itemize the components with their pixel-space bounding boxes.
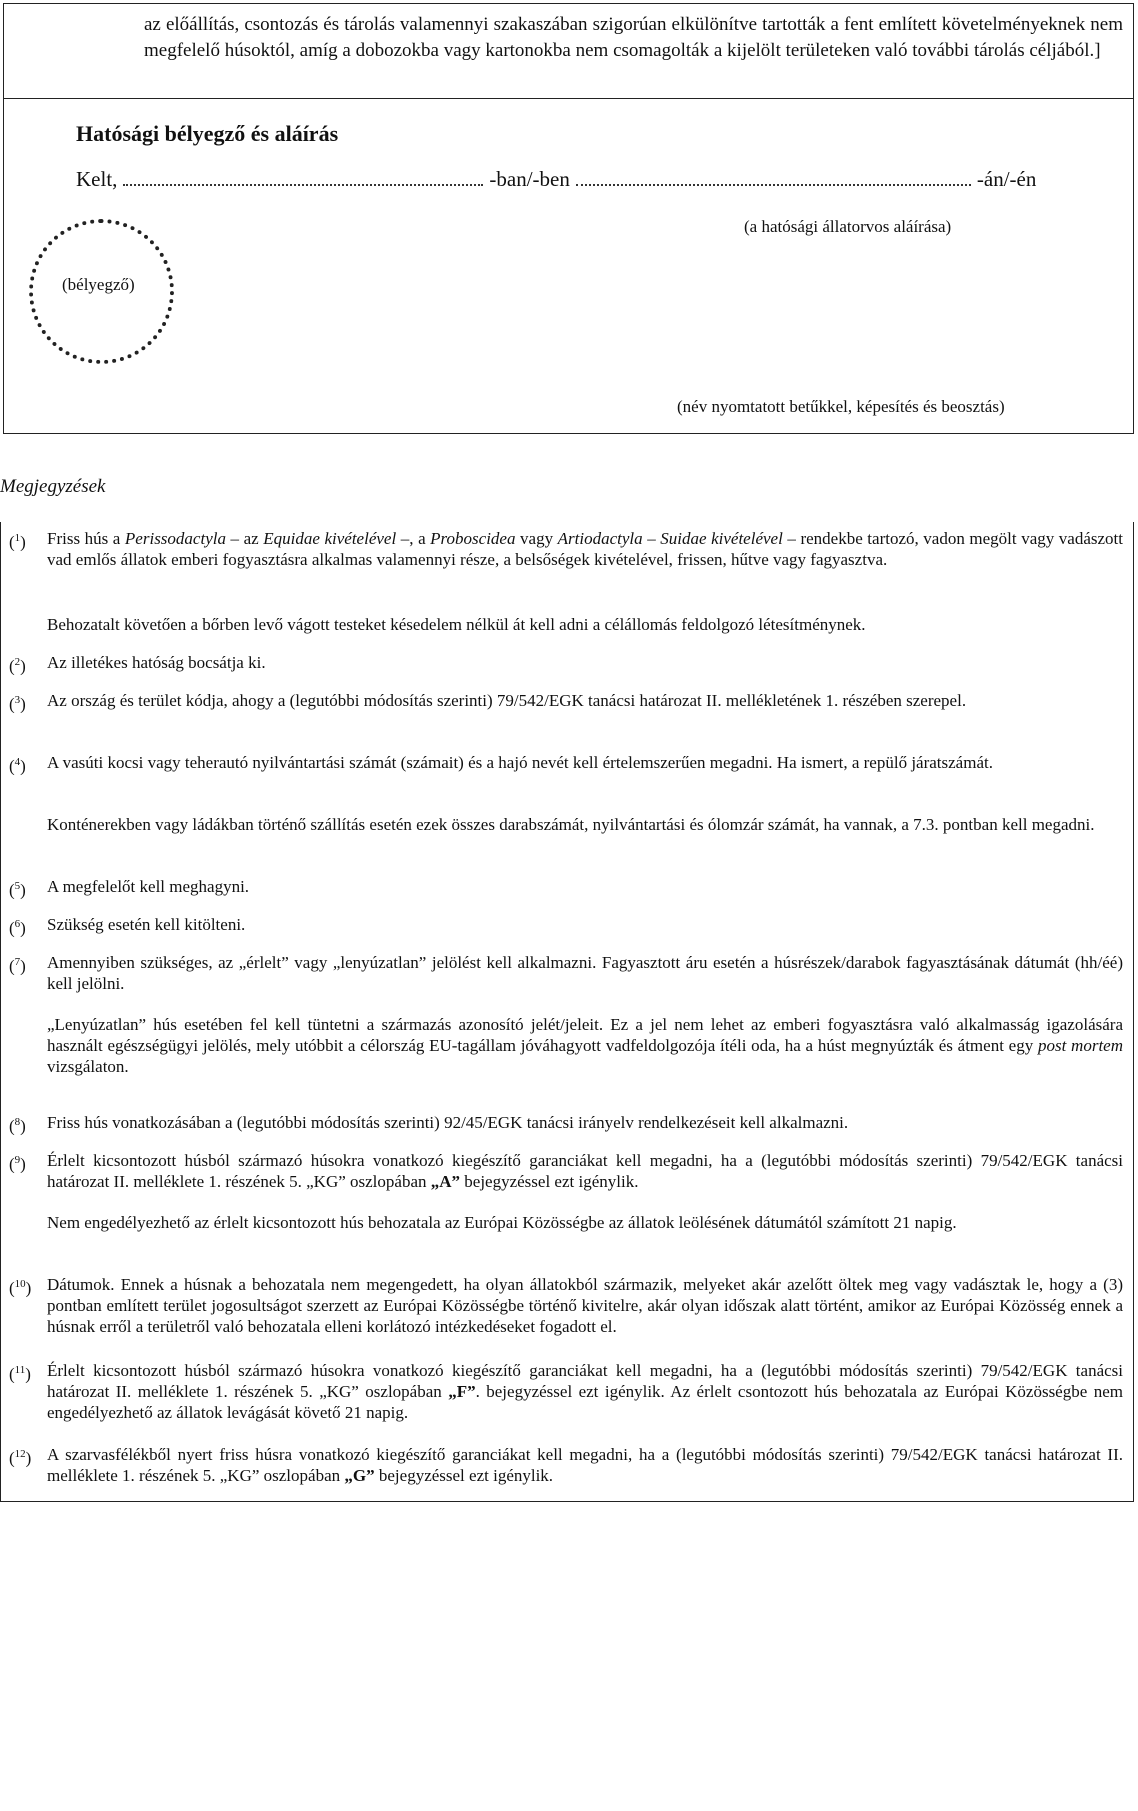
note-8: ($^8$) Friss hús vonatkozásában a (legutóbbi módosítás szerinti) 92/45/EGK tanácsi irányelv rendelkezéseit kell alkalmazni. [9, 1113, 849, 1136]
place-dotted-line [123, 170, 483, 186]
note-11: ($^{11}$) Érlelt kicsontozott húsból származó húsokra vonatkozó kiegészítő garanciákat kell megadni, ha a (legutóbbi módosítás szerinti) 79/542/EGK tanácsi határozat II. melléklete 1. részének 5. „KG” oszlopában „F”. bejegyzéssel ezt igénylik. Az érlelt csontozott hús behozatala az Európai Közösségbe nem engedélyezhető az állatok levágását követő 21 napig. [9, 1361, 1123, 1422]
name-caption: (név nyomtatott betűkkel, képesítés és beosztás) [677, 397, 1005, 416]
note-9-continued: Nem engedélyezhető az érlelt kicsontozott hús behozatala az Európai Közösségbe az állatok leölésének dátumától számított 21 napig. [47, 1213, 957, 1232]
place-suffix: -ban/-ben [489, 167, 570, 191]
note-7-continued: „Lenyúzatlan” hús esetében fel kell tüntetni a származás azonosító jelét/jeleit. Ez a jel nem lehet az emberi fogyasztásra való alkalmasság igazolására használt egészségügyi jelölés, mely utóbbit a célország EU-tagállam jóváhagyott vadfeldolgozója ítéli oda, ha a húst megnyúzták és átment egy post mortem vizsgálaton. [47, 1015, 1123, 1076]
date-line [76, 167, 1116, 192]
stamp-label: (bélyegző) [62, 275, 135, 294]
note-9: ($^9$) Érlelt kicsontozott húsból származó húsokra vonatkozó kiegészítő garanciákat kell megadni, ha a (legutóbbi módosítás szerinti) 79/542/EGK tanácsi határozat II. melléklete 1. részének 5. „KG” oszlopában „A” bejegyzéssel ezt igénylik. [9, 1151, 1123, 1191]
date-prefix: Kelt, [76, 167, 118, 191]
note-1-continued: Behozatalt követően a bőrben levő vágott testeket késedelem nélkül át kell adni a célállomás feldolgozó létesítménynek. [47, 615, 866, 634]
note-number: ($^1$) [9, 532, 26, 552]
notes-heading: Megjegyzések [0, 476, 106, 497]
top-paragraph: az előállítás, csontozás és tárolás valamennyi szakaszában szigorúan elkülönítve tartották a fent említett követelményeknek nem megfelelő húsoktól, amíg a dobozokba vagy kartonokba nem csomagolták a kijelölt területeken való további tárolás céljából.] [144, 14, 1123, 61]
note-4-continued: Konténerekben vagy ládákban történő szállítás esetén ezek összes darabszámát, nyilvántartási és ólomzár számát, ha vannak, a 7.3. pontban kell megadni. [47, 815, 1095, 834]
date-dotted-line [576, 170, 971, 186]
note-1: ($^1$) Friss hús a Perissodactyla – az Equidae kivételével –, a Proboscidea vagy Artiodactyla – Suidae kivételével – rendekbe tartozó, vadon megölt vagy vadászott vad emlős állatok emberi fogyasztásra alkalmas valamennyi része, a belsőségek kivételével, frissen, hűtve vagy fagyasztva. [9, 529, 1123, 569]
note-5: ($^5$) A megfelelőt kell meghagyni. [9, 877, 250, 900]
note-7: ($^7$) Amennyiben szükséges, az „érlelt” vagy „lenyúzatlan” jelölést kell alkalmazni. Fagyasztott áru esetén a húsrészek/darabok fagyasztásának dátumát (hh/éé) kell jelölni. [9, 953, 1123, 993]
signature-caption: (a hatósági állatorvos aláírása) [744, 217, 952, 236]
note-4: ($^4$) A vasúti kocsi vagy teherautó nyilvántartási számát (számait) és a hajó nevét kell értelemszerűen megadni. Ha ismert, a repülő járatszámát. [9, 753, 993, 776]
stamp-heading: Hatósági bélyegző és aláírás [76, 121, 339, 146]
note-2: ($^2$) Az illetékes hatóság bocsátja ki. [9, 653, 266, 676]
note-3: ($^3$) Az ország és terület kódja, ahogy a (legutóbbi módosítás szerinti) 79/542/EGK tanácsi határozat II. mellékletének 1. részében szerepel. [9, 691, 967, 714]
top-text-box [3, 3, 1134, 99]
note-10: ($^{10}$) Dátumok. Ennek a húsnak a behozatala nem megengedett, ha olyan állatokból származik, melyeket akár azelőtt öltek meg vagy vadásztak le, hogy a (3) pontban említett terület jogosultságot szerzett az Európai Közösségbe történő kivitelre, akár olyan időszak alatt történt, amikor az Európai Közösség ennek a húsnak erről a területről való behozatala elleni korlátozó intézkedéseket fogadott el. [9, 1275, 1123, 1336]
notes-box [0, 522, 1134, 1502]
stamp-signature-box [3, 99, 1134, 434]
note-12: ($^{12}$) A szarvasfélékből nyert friss húsra vonatkozó kiegészítő garanciákat kell megadni, ha a (legutóbbi módosítás szerinti) 79/542/EGK tanácsi határozat II. melléklete 1. részének 5. „KG” oszlopában „G” bejegyzéssel ezt igénylik. [9, 1445, 1123, 1485]
note-6: ($^6$) Szükség esetén kell kitölteni. [9, 915, 246, 938]
date-suffix: -án/-én [976, 167, 1037, 191]
